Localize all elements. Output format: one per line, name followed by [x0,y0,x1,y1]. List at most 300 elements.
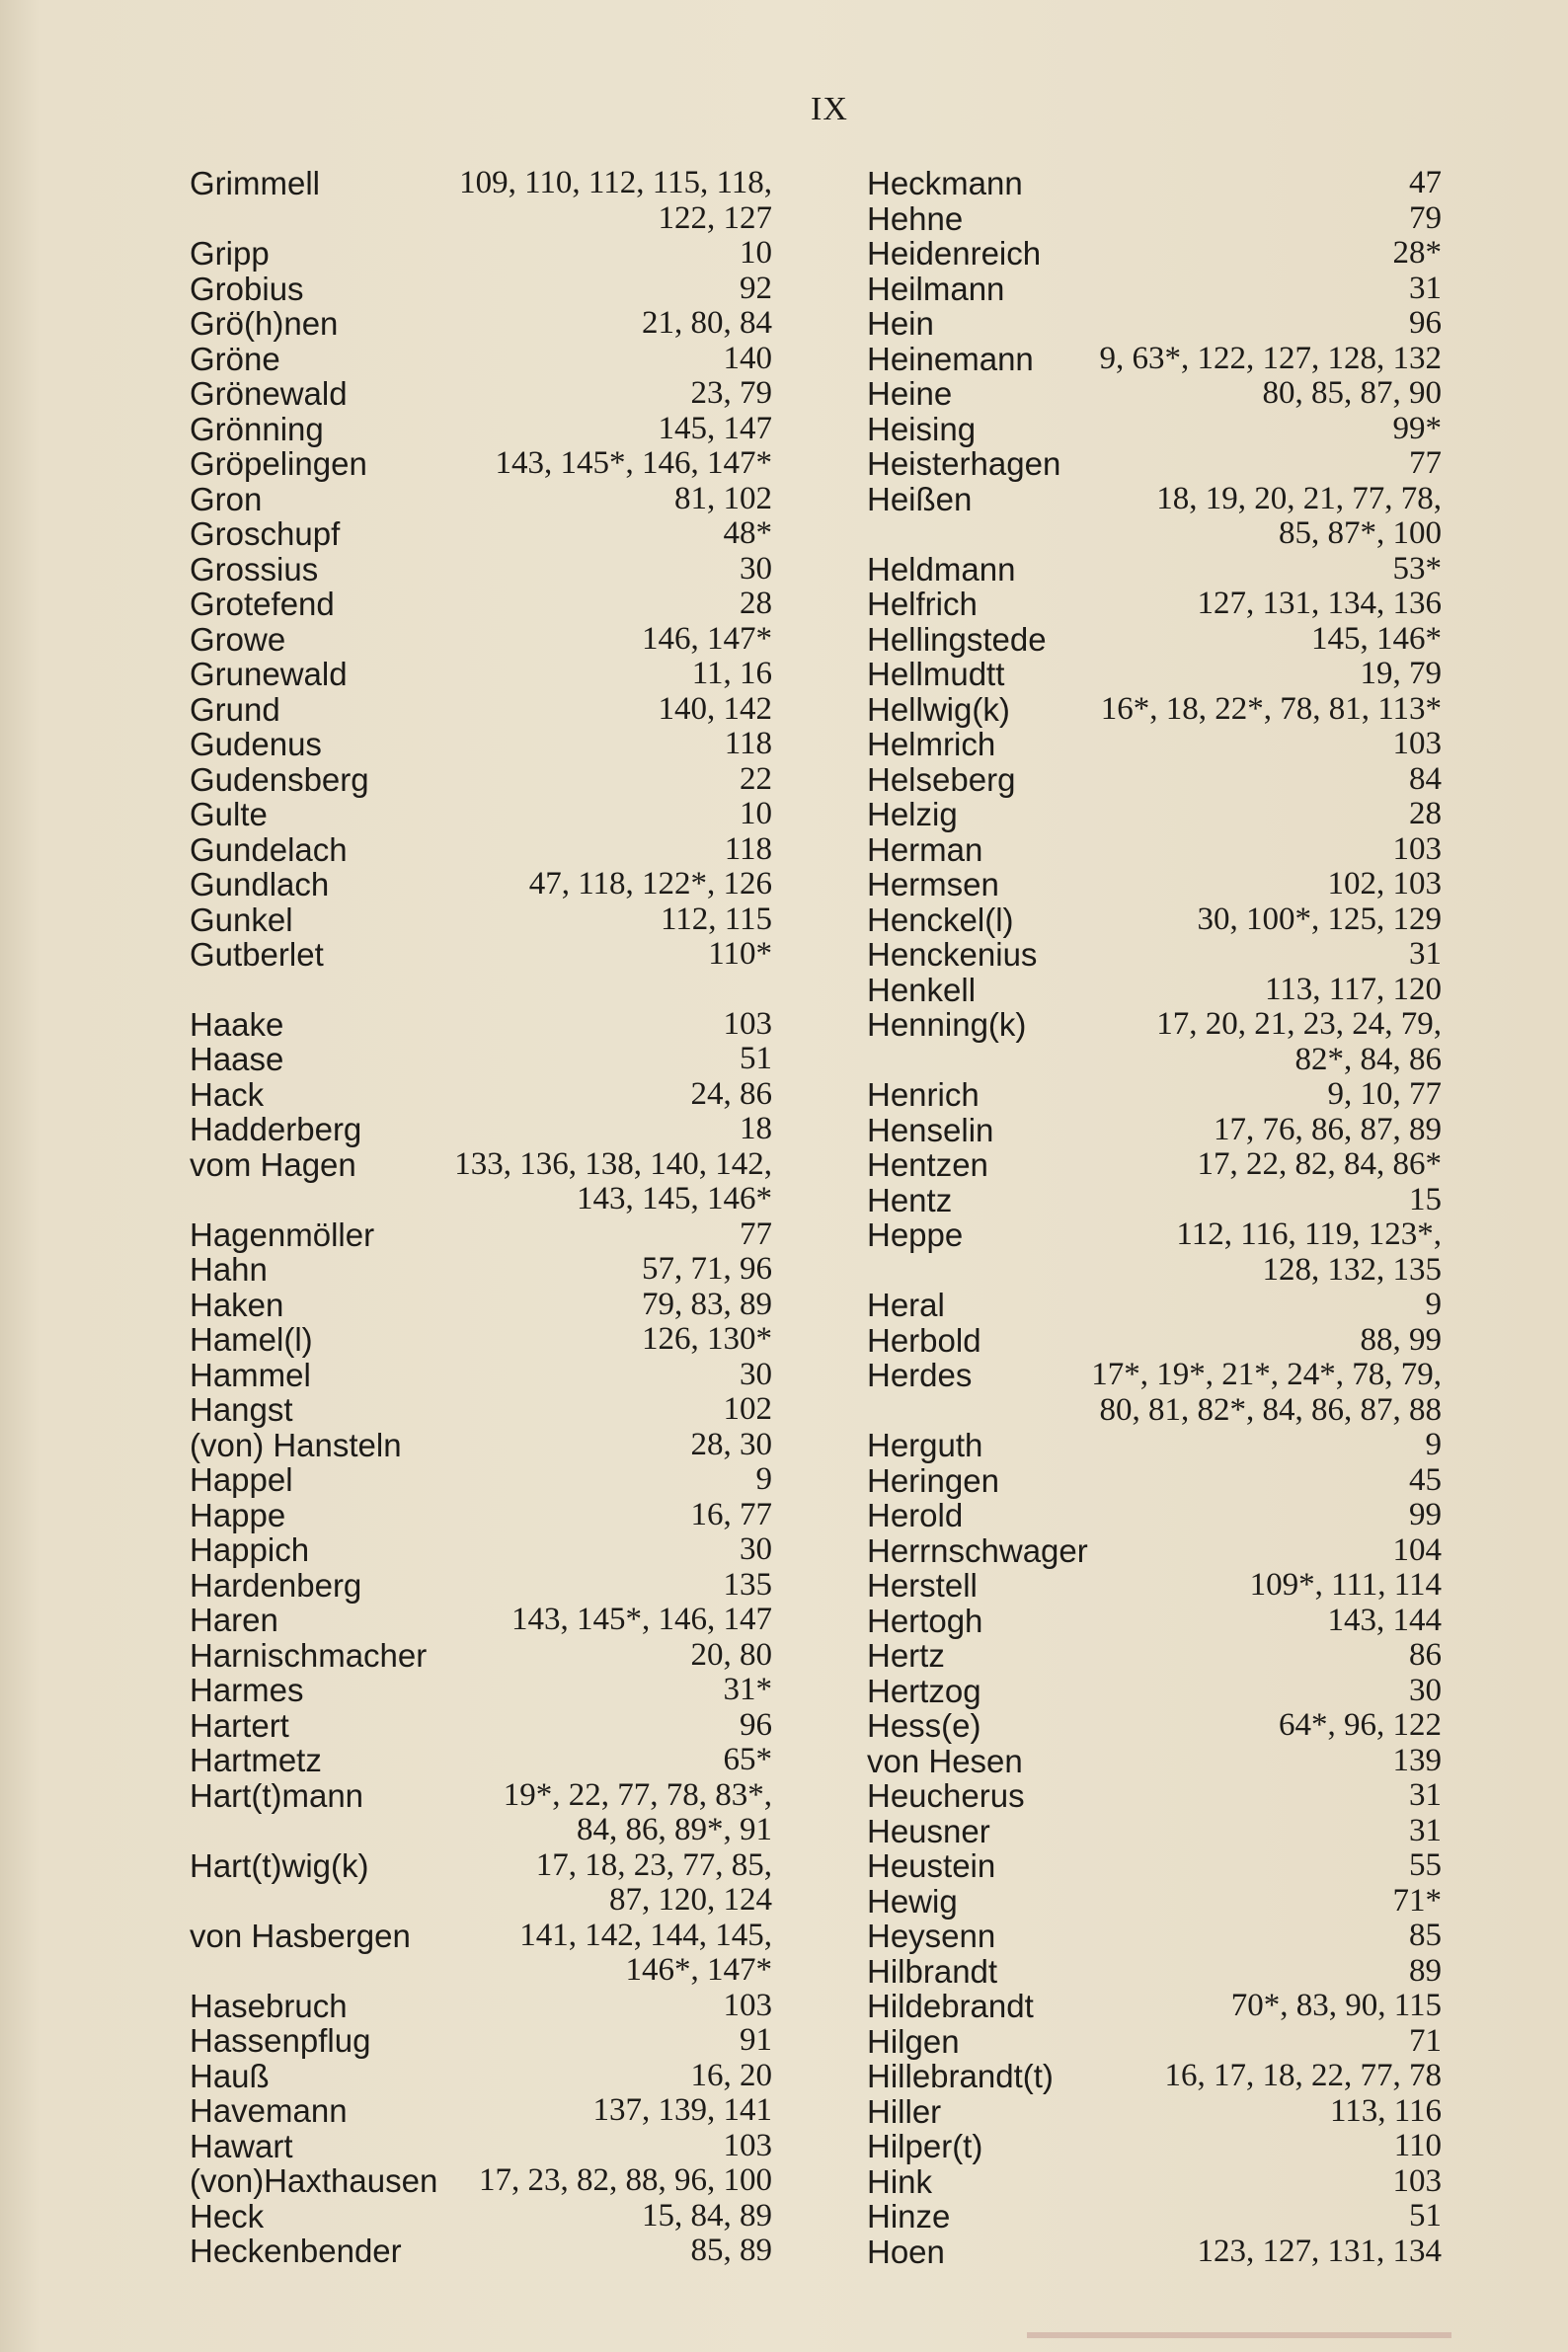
index-entry [867,1183,1442,1218]
entry-name: Heustein [867,1847,996,1884]
index-entry [867,622,1442,658]
page-refs-line: 18 [740,1111,772,1146]
page-refs-line: 47 [1409,165,1442,200]
entry-name: Heck [190,2197,265,2234]
entry-pages [1328,1077,1443,1113]
entry-name: Heppe [867,1216,964,1253]
page-refs-line: 30, 100*, 125, 129 [1197,901,1442,937]
entry-pages [724,1673,773,1708]
index-entry [867,2059,1442,2094]
entry-name: Hellwig(k) [867,690,1010,728]
entry-name: Grö(h)nen [190,305,339,342]
entry-name: Hess(e) [867,1707,981,1744]
entry-name: Heine [867,375,953,412]
page-refs-line: 143, 145, 146* [577,1181,772,1216]
page-refs-line: 102 [723,1391,772,1427]
entry-pages [1409,1638,1442,1674]
entry-name: Hehne [867,199,964,237]
page-refs-line: 80, 85, 87, 90 [1262,375,1442,411]
entry-name: Happe [190,1496,286,1533]
entry-pages [1393,1533,1443,1569]
entry-pages [1361,1323,1443,1359]
page-refs-line: 57, 71, 96 [642,1251,772,1287]
entry-pages [1393,832,1443,868]
entry-pages [691,2234,773,2269]
entry-name: (von)Haxthausen [190,2162,438,2199]
index-entry [867,1113,1442,1148]
entry-pages [692,657,772,692]
page-refs-line: 79, 83, 89 [642,1286,772,1322]
entry-name: Heilmann [867,270,1005,307]
page-refs-line: 53* [1392,550,1442,587]
entry-pages [1311,622,1442,658]
entry-name: Hoen [867,2233,945,2270]
entry-pages [1409,797,1442,832]
page-refs-line: 28, 30 [690,1426,772,1462]
page-refs-line: 70*, 83, 90, 115 [1230,1988,1442,2023]
index-entry [867,236,1442,272]
entry-pages [1250,1568,1442,1604]
index-entry [867,587,1442,622]
index-entry [867,1428,1442,1463]
index-entry [867,201,1442,237]
page-refs-line: 123, 127, 131, 134 [1197,2233,1442,2269]
page-refs-line: 112, 115 [660,901,772,937]
index-entry [190,2163,772,2199]
page-refs-line: 110 [1393,2128,1442,2163]
entry-pages [519,1919,772,1989]
index-entry [190,1322,772,1358]
entry-pages [740,797,772,832]
entry-name: Heucherus [867,1777,1025,1814]
index-entry [867,166,1442,201]
entry-name: Heidenreich [867,235,1042,272]
page-refs-line: 84 [1409,760,1442,797]
entry-name: Hermsen [867,866,999,902]
entry-pages [593,2093,773,2129]
page-refs-line: 17, 22, 82, 84, 86* [1197,1146,1442,1182]
entry-name: Heckmann [867,165,1023,201]
entry-name: Gunkel [190,901,293,938]
index-entry [867,1989,1442,2024]
index-entry [190,1743,772,1778]
page-refs-line: 17, 20, 21, 23, 24, 79, [1156,1006,1442,1042]
entry-name: Gudensberg [190,760,369,798]
page-refs-line: 141, 142, 144, 145, [519,1917,772,1953]
index-entry [867,902,1442,938]
index-entry [867,867,1442,902]
index-entry [190,1288,772,1323]
index-column-left [190,166,772,2269]
page-refs-line: 15 [1409,1181,1442,1217]
entry-pages [1330,2094,1442,2130]
page-refs-line: 92 [740,270,772,306]
entry-name: Hildebrandt [867,1988,1034,2024]
page-refs-line: 22 [740,760,772,797]
entry-pages [674,482,772,517]
page-refs-line: 15, 84, 89 [642,2197,772,2234]
index-entry [190,1077,772,1113]
entry-pages [536,1848,772,1919]
entry-pages [642,2199,772,2234]
index-entry [867,973,1442,1008]
entry-pages [708,937,772,973]
index-entry [867,1848,1442,1884]
entry-pages [740,587,772,622]
entry-pages [504,1778,772,1848]
entry-name: Hiller [867,2092,942,2130]
entry-pages [1198,2234,1443,2270]
page-refs-line: 10 [740,235,772,271]
index-entry [867,1919,1442,1954]
page-refs-line: 16, 20 [690,2057,772,2093]
page-refs-line: 103 [1392,726,1442,761]
index-entry [867,1708,1442,1744]
index-entry [190,1147,772,1217]
index-entry [190,272,772,307]
page-refs-line: 118 [724,830,772,867]
entry-pages [642,1288,772,1323]
entry-pages [1426,1288,1443,1323]
entry-pages [1156,1007,1442,1077]
entry-pages [1409,306,1442,342]
index-entry [190,1112,772,1147]
entry-name: Hilbrandt [867,1952,998,1990]
page-refs-line: 17*, 19*, 21*, 24*, 78, 79, [1091,1357,1442,1392]
entry-name: Groschupf [190,515,341,552]
page-refs-line: 137, 139, 141 [592,2092,772,2128]
entry-name: Henckel(l) [867,901,1014,938]
entry-name: Hauß [190,2057,270,2094]
index-entry [190,1638,772,1674]
entry-name: Herstell [867,1567,978,1604]
index-entry [867,1568,1442,1604]
page-refs-line: 31 [1409,1812,1442,1848]
entry-name: Helfrich [867,586,978,622]
index-entry [867,1638,1442,1674]
page-refs-line: 30 [740,550,772,587]
entry-name: Hart(t)mann [190,1776,364,1814]
entry-name: Hertz [867,1637,945,1674]
index-entry [190,1428,772,1463]
entry-name: Happel [190,1461,293,1498]
entry-name: Herman [867,830,983,868]
page-refs-line: 113, 116 [1329,2092,1442,2129]
index-entry [190,832,772,868]
page-refs-line: 31* [723,1672,772,1707]
entry-pages [756,1462,773,1498]
index-entry [190,622,772,658]
page-refs-line: 145, 147 [658,410,772,446]
page-refs-line: 21, 80, 84 [642,305,772,341]
page-refs-line: 45 [1409,1461,1442,1498]
entry-name: Heckenbender [190,2233,402,2269]
entry-pages [642,306,772,342]
page-refs-line: 87, 120, 124 [609,1882,772,1918]
index-entry [867,1288,1442,1323]
index-entry [867,937,1442,973]
entry-pages [740,552,772,588]
entry-pages [1409,1919,1442,1954]
entry-name: Gripp [190,235,270,272]
entry-pages [1091,1358,1442,1428]
index-entry [190,1007,772,1043]
entry-pages [1409,446,1442,482]
entry-name: Helmrich [867,726,996,762]
entry-pages [725,727,772,762]
page-refs-line: 104 [1392,1531,1442,1568]
entry-pages [740,1217,772,1253]
page-refs-line: 86 [1409,1637,1442,1673]
entry-pages [642,1322,772,1358]
page-refs-line: 103 [723,1005,772,1042]
page-refs-line: 82*, 84, 86 [1294,1041,1442,1077]
index-entry [867,1498,1442,1533]
entry-pages [1393,1744,1443,1779]
entry-pages [529,867,772,902]
entry-pages [740,272,772,307]
page-refs-line: 20, 80 [690,1636,772,1673]
entry-name: Grossius [190,550,319,588]
index-entry [190,1532,772,1568]
entry-pages [691,1077,773,1113]
index-entry [867,1217,1442,1288]
index-entry [190,1568,772,1604]
index-entry [190,446,772,482]
page-refs-line: 19, 79 [1360,656,1442,691]
entry-name: Heldmann [867,550,1016,588]
entry-name: Haake [190,1005,284,1043]
index-entry [190,2093,772,2129]
index-entry [867,342,1442,377]
index-entry [190,1603,772,1638]
entry-name: Hinze [867,2198,951,2234]
index-entry [867,1778,1442,1814]
page-refs-line: 55 [1409,1847,1442,1883]
page-refs-line: 109, 110, 112, 115, 118, [459,165,772,200]
page-refs-line: 143, 145*, 146, 147 [511,1602,772,1637]
entry-pages [1393,552,1443,588]
page-refs-line: 30 [740,1531,772,1567]
page-refs-line: 85, 87*, 100 [1279,515,1442,551]
index-entry [190,1989,772,2024]
page-refs-line: 16, 17, 18, 22, 77, 78 [1164,2058,1442,2093]
entry-name: Hagenmöller [190,1215,375,1253]
index-entry [190,937,772,973]
index-entry [867,1077,1442,1113]
entry-pages [1409,1674,1442,1709]
page-edge-mark [1027,2332,1451,2338]
entry-pages [740,1532,772,1568]
index-entry [867,412,1442,447]
page-refs-line: 9 [1425,1427,1442,1462]
entry-name: Hartert [190,1706,289,1744]
entry-name: Happich [190,1531,310,1568]
entry-name: Henrich [867,1076,980,1113]
index-entry [867,552,1442,588]
entry-pages [724,342,773,377]
page-refs-line: 9, 63*, 122, 127, 128, 132 [1099,340,1442,376]
index-entry [190,412,772,447]
page-refs-line: 17, 18, 23, 77, 85, [535,1846,772,1883]
page-refs-line: 84, 86, 89*, 91 [577,1812,772,1847]
entry-pages [1263,376,1443,412]
entry-pages [1409,1498,1442,1533]
page-refs-line: 24, 86 [690,1075,772,1112]
index-entry [190,1919,772,1989]
entry-name: Haken [190,1286,284,1323]
entry-name: Gron [190,480,263,517]
page-refs-line: 112, 116, 119, 123*, [1176,1216,1442,1252]
page-refs-line: 139 [1392,1742,1442,1778]
page-refs-line: 103 [723,2127,772,2163]
entry-name: Gudenus [190,726,322,762]
index-entry [190,2199,772,2234]
page-refs-line: 103 [723,1987,772,2023]
entry-pages [1409,937,1442,973]
index-entry [190,2023,772,2059]
index-entry [190,516,772,552]
entry-pages [1198,1147,1443,1183]
page-refs-line: 17, 23, 82, 88, 96, 100 [479,2162,772,2198]
page-refs-line: 18, 19, 20, 21, 77, 78, [1156,480,1442,516]
entry-pages [1409,201,1442,237]
entry-pages [1393,727,1443,762]
entry-pages [1394,2129,1442,2164]
index-entry [867,1604,1442,1639]
entry-name: Hardenberg [190,1566,362,1604]
entry-pages [1156,482,1442,552]
entry-pages [740,1708,772,1744]
index-entry [190,587,772,622]
entry-name: Herold [867,1497,964,1533]
entry-pages [740,1042,772,1077]
index-column-right [867,166,1442,2269]
entry-pages [1393,412,1443,447]
page-refs-line: 80, 81, 82*, 84, 86, 87, 88 [1099,1391,1442,1428]
page-refs-line: 9 [755,1461,772,1497]
page-refs-line: 31 [1409,1777,1442,1813]
index-entry [190,1462,772,1498]
entry-pages [740,2023,772,2059]
index-entry [867,2024,1442,2060]
entry-name: Heringen [867,1461,999,1499]
page-refs-line: 30 [740,1356,772,1392]
page-refs-line: 48* [723,515,772,551]
page-refs-line: 28* [1392,235,1442,271]
index-entry [867,2234,1442,2270]
index-entry [190,902,772,938]
page-refs-line: 28 [740,586,772,621]
entry-name: Helzig [867,796,958,832]
entry-name: Hein [867,305,934,342]
page-refs-line: 103 [1392,830,1442,867]
entry-pages [1101,692,1442,728]
entry-name: Hawart [190,2127,293,2164]
index-entry [867,2129,1442,2164]
page-refs-line: 30 [1409,1672,1442,1708]
entry-pages [454,1147,772,1217]
entry-pages [1409,1848,1442,1884]
index-entry [867,446,1442,482]
entry-name: Helseberg [867,760,1016,798]
entry-pages [1393,1884,1443,1920]
entry-pages [1409,1954,1442,1990]
page-refs-line: 77 [740,1215,772,1252]
index-entry [190,2234,772,2269]
page-refs-line: 64*, 96, 122 [1279,1707,1442,1743]
page-refs-line: 85, 89 [690,2233,772,2268]
entry-name: Heysenn [867,1918,996,1954]
page-refs-line: 96 [1409,305,1442,341]
page-refs-line: 71* [1392,1882,1442,1919]
entry-name: Heising [867,410,977,447]
index-entry [190,2059,772,2094]
page-refs-line: 99 [1409,1497,1442,1532]
entry-pages [1409,1814,1442,1849]
index-entry [190,236,772,272]
index-entry [867,1463,1442,1499]
page-refs-line: 31 [1409,936,1442,972]
entry-pages [724,1392,773,1428]
page-refs-line: 143, 145*, 146, 147* [495,445,772,481]
index-entry [867,1884,1442,1920]
entry-pages [459,166,772,236]
page-refs-line: 19*, 22, 77, 78, 83*, [503,1776,772,1813]
entry-name: Hertzog [867,1672,981,1709]
index-entry [190,552,772,588]
index-entry [190,692,772,728]
index-entry [190,762,772,798]
index-entry [867,306,1442,342]
page-refs-line: 71 [1409,2022,1442,2059]
entry-name: Hewig [867,1882,958,1920]
entry-name: Herbold [867,1321,981,1359]
page-refs-line: 103 [1392,2162,1442,2199]
page-refs-line: 122, 127 [658,199,772,236]
entry-name: Gröpelingen [190,445,367,482]
entry-name: Hertogh [867,1602,983,1639]
entry-pages [1279,1708,1442,1744]
entry-pages [1409,1463,1442,1499]
entry-name: Harnischmacher [190,1636,428,1674]
entry-name: Growe [190,620,286,658]
page-refs-line: 28 [1409,796,1442,831]
entry-pages [725,832,772,868]
entry-name: Hasebruch [190,1987,348,2024]
entry-name: Henning(k) [867,1006,1027,1043]
page-refs-line: 10 [740,796,772,831]
entry-name: Gulte [190,796,268,832]
entry-name: Hentzen [867,1146,988,1183]
index-entry [867,1147,1442,1183]
page-refs-line: 51 [1409,2198,1442,2234]
entry-name: Herrnschwager [867,1531,1088,1569]
page-refs-line: 88, 99 [1360,1321,1442,1358]
entry-name: Hassenpflug [190,2022,371,2059]
entry-pages [496,446,773,482]
entry-name: Hilgen [867,2022,960,2060]
index-entry [867,727,1442,762]
index-entry [867,2094,1442,2130]
index-entry [190,1252,772,1288]
index-entry [867,2199,1442,2234]
entry-name: Hamel(l) [190,1321,313,1358]
index-entry [867,797,1442,832]
entry-pages [740,236,772,272]
entry-pages [724,2129,773,2164]
page-refs-line: 145, 146* [1311,620,1442,657]
